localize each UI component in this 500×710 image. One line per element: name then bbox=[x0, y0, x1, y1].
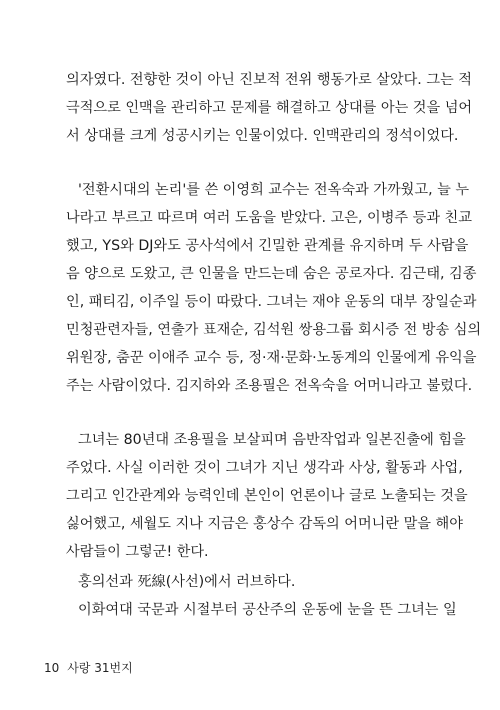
running-title: 사랑 31번지 bbox=[67, 661, 133, 675]
text-line: 주었다. 사실 이러한 것이 그녀가 지닌 생각과 사상, 활동과 사업, bbox=[66, 460, 463, 476]
text-line: '전환시대의 논리'를 쓴 이영희 교수는 전옥숙과 가까웠고, 늘 누 bbox=[78, 182, 470, 198]
text-line: 의자였다. 전향한 것이 아닌 진보적 전위 행동가로 살았다. 그는 적 bbox=[66, 72, 472, 88]
text-line: 했고, YS와 DJ와도 공사석에서 긴밀한 관계를 유지하며 두 사람을 bbox=[66, 238, 469, 254]
page-footer bbox=[44, 660, 141, 676]
text-line: 사람들이 그렇군! 한다. bbox=[66, 544, 209, 560]
text-line: 이화여대 국문과 시절부터 공산주의 운동에 눈을 뜬 그녀는 일 bbox=[78, 602, 457, 618]
text-line: 싫어했고, 세월도 지나 지금은 홍상수 감독의 어머니란 말을 해야 bbox=[66, 516, 463, 532]
text-line: 그리고 인간관계와 능력인데 본인이 언론이나 글로 노출되는 것을 bbox=[66, 488, 468, 504]
text-line: 위원장, 춤꾼 이애주 교수 등, 정·재·문화·노동계의 인물에게 유익을 bbox=[66, 350, 477, 366]
text-line: 민청관련자들, 연출가 표재순, 김석원 쌍용그룹 회시증 전 방송 심의 bbox=[66, 322, 482, 338]
text-line: 나라고 부르고 따르며 여러 도움을 받았다. 고은, 이병주 등과 친교 bbox=[66, 210, 472, 226]
text-line: 서 상대를 크게 성공시키는 인물이었다. 인맥관리의 정석이었다. bbox=[66, 128, 459, 144]
section-heading: 홍의선과 死線(사선)에서 러브하다. bbox=[78, 574, 296, 590]
page-number: 10 bbox=[44, 661, 60, 675]
text-line: 인, 패티김, 이주일 등이 따랐다. 그녀는 재야 운동의 대부 장일순과 bbox=[66, 294, 477, 310]
text-line: 음 양으로 도왔고, 큰 인물을 만드는데 숨은 공로자다. 김근태, 김종 bbox=[66, 266, 477, 282]
text-line: 주는 사람이었다. 김지하와 조용필은 전옥숙을 어머니라고 불렀다. bbox=[66, 378, 473, 394]
text-line: 극적으로 인맥을 관리하고 문제를 해결하고 상대를 아는 것을 넘어 bbox=[66, 100, 473, 116]
text-line: 그녀는 80년대 조용필을 보살피며 음반작업과 일본진출에 힘을 bbox=[78, 432, 466, 448]
